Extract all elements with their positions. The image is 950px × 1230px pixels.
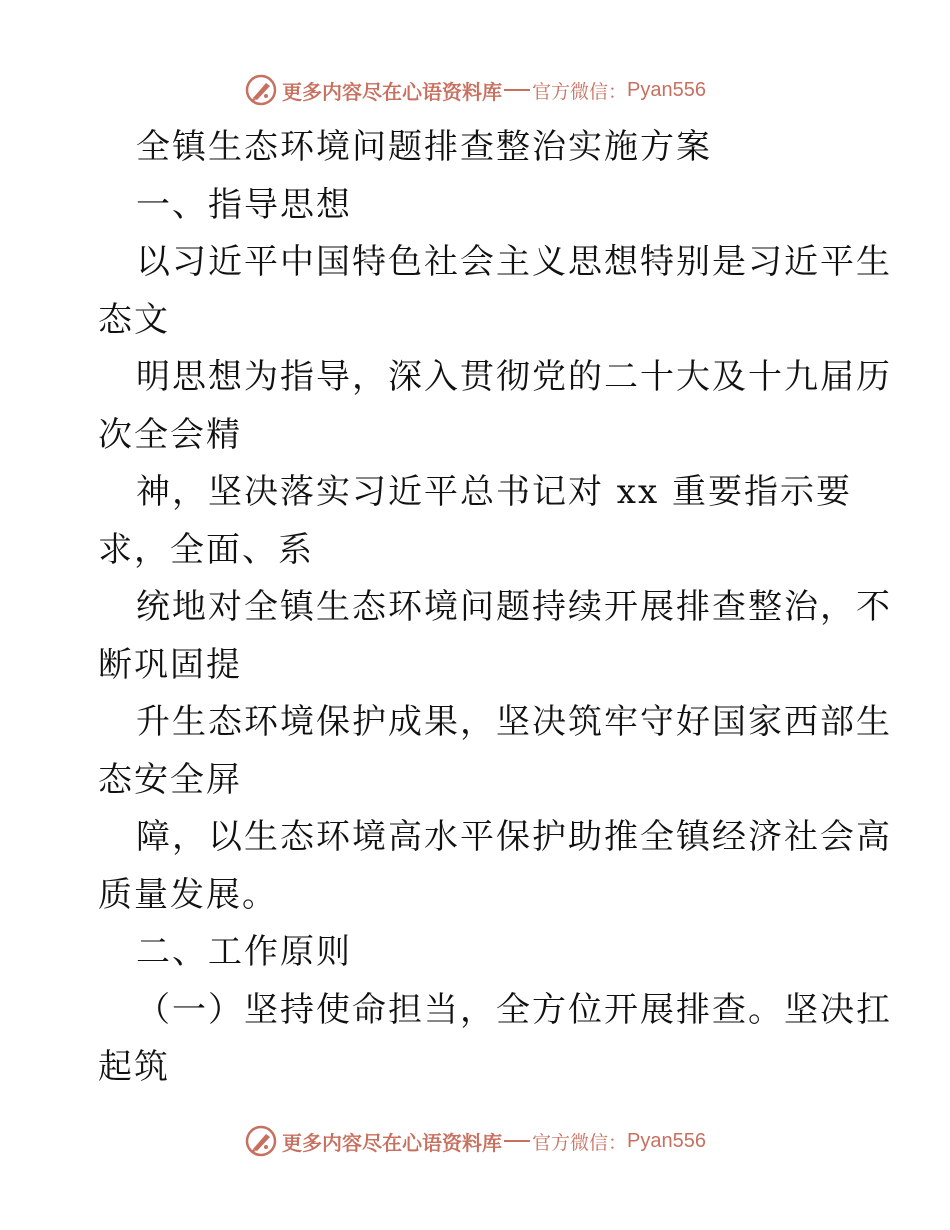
text-line: 统地对全镇生态环境问题持续开展排查整治，不 [136, 587, 892, 627]
text-line: 明思想为指导，深入贯彻党的二十大及十九届历 [136, 357, 892, 397]
watermark-main-text: 更多内容尽在心语资料库 [282, 79, 502, 104]
section-heading: 二、工作原则 [136, 932, 352, 972]
text-line: 起筑 [98, 1047, 170, 1087]
text-line: 质量发展。 [98, 874, 278, 915]
watermark-sub-label: 官方微信： [532, 80, 628, 103]
text-line: （一）坚持使命担当，全方位开展排查。坚决扛 [136, 989, 892, 1030]
text-line: 断巩固提 [98, 644, 242, 685]
text-line: 升生态环境保护成果，坚决筑牢守好国家西部生 [136, 702, 892, 742]
watermark-wechat-id: Pyan556 [627, 1129, 706, 1152]
text-line: 态安全屏 [98, 759, 242, 800]
watermark-sub-label: 官方微信： [532, 1131, 628, 1154]
text-line: 求，全面、系 [98, 529, 314, 570]
header-watermark [0, 70, 950, 110]
document-title: 全镇生态环境问题排查整治实施方案 [136, 127, 712, 167]
text-line: 以习近平中国特色社会主义思想特别是习近平生 [136, 242, 892, 282]
text-line: 神，坚决落实习近平总书记对 xx 重要指示要 [136, 472, 852, 512]
pen-logo-icon [244, 73, 278, 107]
text-line: 次全会精 [98, 414, 242, 455]
watermark-dash [504, 89, 530, 91]
watermark-main-text: 更多内容尽在心语资料库 [282, 1130, 502, 1155]
text-line: 一、指导思想 [136, 184, 352, 225]
watermark-wechat-id: Pyan556 [627, 78, 706, 101]
text-line: 障，以生态环境高水平保护助推全镇经济社会高 [136, 817, 892, 857]
pen-logo-icon [244, 1124, 278, 1158]
watermark-dash [504, 1140, 530, 1142]
document-body [98, 119, 892, 1097]
footer-watermark [0, 1121, 950, 1161]
text-line: 态文 [98, 299, 170, 340]
